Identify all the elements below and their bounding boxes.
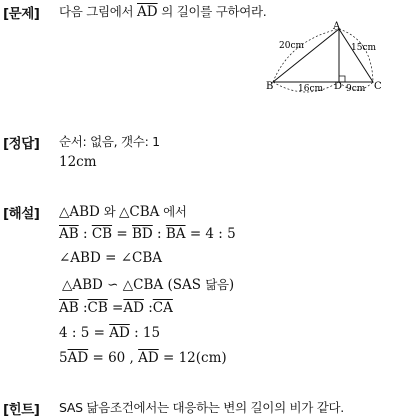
explanation-line-5 bbox=[59, 300, 173, 316]
label-side-ab: 20cm bbox=[279, 41, 305, 51]
hint-text: SAS 닮음조건에서는 대응하는 변의 길이의 비가 같다. bbox=[59, 400, 344, 415]
word-similar: 닮음 bbox=[205, 277, 229, 292]
seg: $\overline{AB}$ bbox=[59, 300, 79, 316]
explanation-line-2 bbox=[59, 226, 236, 242]
problem-label: [문제] bbox=[3, 6, 40, 22]
explanation-line-7 bbox=[59, 350, 227, 366]
word-in: 에서 bbox=[159, 204, 187, 219]
prompt-segment-ad: $\overline{AD}$ bbox=[137, 4, 158, 20]
label-seg-bd: 16cm bbox=[298, 84, 324, 94]
op: = bbox=[107, 300, 124, 316]
seg: $\overline{AD}$ bbox=[67, 350, 89, 366]
label-side-ac: 15cm bbox=[351, 43, 377, 53]
similarity-text: △ABD ∽ △CBA (SAS bbox=[62, 277, 206, 293]
op: = bbox=[112, 226, 132, 242]
answer-label: [정답] bbox=[3, 136, 40, 152]
prompt-text-after: 의 길이를 구하여라. bbox=[157, 4, 267, 19]
op: : bbox=[78, 226, 92, 242]
op: = 4 : 5 bbox=[185, 226, 236, 242]
ratio-text: 4 : 5 = bbox=[59, 325, 110, 341]
seg: $\overline{CA}$ bbox=[152, 300, 173, 316]
seg: $\overline{BD}$ bbox=[131, 226, 153, 242]
triangle-shape bbox=[273, 29, 373, 82]
close-paren: ) bbox=[228, 277, 235, 293]
seg: $\overline{CB}$ bbox=[91, 226, 113, 242]
explanation-line-4 bbox=[62, 275, 234, 293]
vertex-a: A bbox=[333, 21, 341, 32]
word-and: 와 bbox=[99, 204, 120, 219]
seg: $\overline{BA}$ bbox=[165, 226, 186, 242]
coef: 5 bbox=[59, 350, 68, 366]
prompt-text-before: 다음 그림에서 bbox=[59, 4, 137, 19]
vertex-b: B bbox=[266, 81, 274, 92]
op: : bbox=[152, 226, 166, 242]
eq-result: = 12(cm) bbox=[158, 350, 227, 366]
tri-cba: △CBA bbox=[119, 204, 160, 220]
answer-value: 12cm bbox=[59, 154, 97, 170]
explanation-line-6 bbox=[59, 325, 160, 341]
explanation-line-1 bbox=[59, 202, 187, 220]
hint-label: [힌트] bbox=[3, 402, 40, 418]
seg: $\overline{AD}$ bbox=[123, 300, 144, 316]
problem-prompt bbox=[59, 2, 266, 20]
explanation-line-3: ∠ABD = ∠CBA bbox=[59, 250, 163, 266]
triangle-figure bbox=[0, 20, 415, 120]
seg: $\overline{CB}$ bbox=[87, 300, 108, 316]
vertex-d: D bbox=[334, 81, 343, 92]
label-seg-dc: 9cm bbox=[346, 84, 366, 94]
ratio-rest: : 15 bbox=[129, 325, 161, 341]
explanation-label: [해설] bbox=[3, 206, 40, 222]
answer-order-count: 순서: 없음, 갯수: 1 bbox=[59, 134, 160, 149]
op: : bbox=[78, 300, 88, 316]
op: : bbox=[143, 300, 153, 316]
vertex-c: C bbox=[374, 81, 382, 92]
seg: $\overline{AD}$ bbox=[109, 325, 130, 341]
seg: $\overline{AD}$ bbox=[138, 350, 159, 366]
eq-part: = 60 , bbox=[88, 350, 139, 366]
tri-abd: △ABD bbox=[59, 204, 100, 220]
seg: $\overline{AB}$ bbox=[59, 226, 79, 242]
